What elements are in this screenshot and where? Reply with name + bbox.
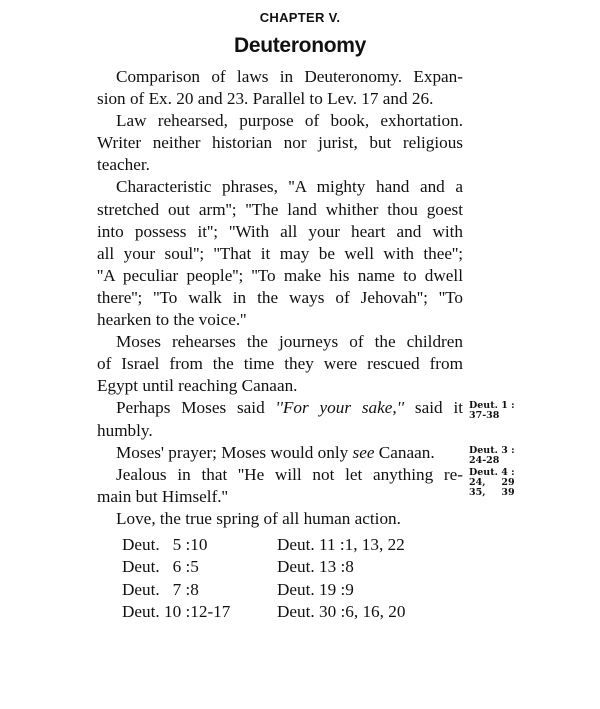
chapter-number: CHAPTER V. bbox=[259, 10, 341, 25]
text-line bbox=[97, 397, 515, 422]
text-run: Canaan. bbox=[374, 442, 435, 462]
reference: Deut. 10 :12-17 bbox=[122, 601, 231, 621]
reference-row bbox=[122, 579, 405, 601]
text-line: into possess it''; ''With all your heart and with bbox=[97, 221, 463, 241]
italic-run: ''For your sake,'' bbox=[275, 398, 405, 418]
text-line: Moses rehearses the journeys of the children bbox=[116, 332, 463, 352]
text-line: Egypt until reaching Canaan. bbox=[97, 376, 298, 396]
note-line: 24-28 bbox=[469, 454, 500, 466]
note-line: Deut. 4 : bbox=[469, 466, 515, 478]
reference: Deut. 13 :8 bbox=[277, 557, 354, 577]
text-line: sion of Ex. 20 and 23. Parallel to Lev. 17 and 26. bbox=[97, 89, 434, 109]
reference: Deut. 19 :9 bbox=[277, 579, 354, 599]
margin-note bbox=[469, 446, 515, 466]
text-run: said it bbox=[404, 398, 463, 418]
italic-run: see bbox=[352, 442, 375, 462]
text-run: Perhaps Moses said bbox=[116, 398, 276, 418]
text-line: humbly. bbox=[97, 420, 153, 440]
reference: Deut. 11 :1, 13, 22 bbox=[277, 535, 405, 554]
note-line: 37-38 bbox=[469, 410, 500, 422]
note-line: 35, 39 bbox=[469, 486, 515, 498]
text-run: Jealous in that ''He will not let anything re- bbox=[116, 464, 463, 484]
text-line: of Israel from the time they were rescued from bbox=[97, 354, 463, 374]
note-line: Deut. 3 : bbox=[469, 444, 515, 456]
body-text bbox=[97, 66, 515, 530]
text-run: Moses' prayer; Moses would only bbox=[116, 442, 353, 462]
reference: Deut. 5 :10 bbox=[122, 535, 208, 554]
text-line: stretched out arm''; ''The land whither thou goest bbox=[97, 199, 463, 219]
reference: Deut. 7 :8 bbox=[122, 579, 199, 599]
text-line: Love, the true spring of all human action. bbox=[116, 508, 401, 528]
text-line: Law rehearsed, purpose of book, exhortation. bbox=[116, 111, 463, 131]
margin-note bbox=[469, 401, 515, 421]
note-line: 24, 29 bbox=[469, 476, 515, 488]
reference-row bbox=[122, 556, 405, 578]
text-line: there''; ''To walk in the ways of Jehovah''; ''To bbox=[97, 287, 463, 307]
text-line: teacher. bbox=[97, 155, 150, 175]
text-line: all your soul''; ''That it may be well with thee''; bbox=[97, 243, 463, 263]
text-line: hearken to the voice.'' bbox=[97, 310, 247, 330]
note-line: Deut. 1 : bbox=[469, 400, 515, 412]
text-line: Comparison of laws in Deuteronomy. Expan- bbox=[116, 67, 463, 86]
reference-row bbox=[122, 601, 405, 623]
chapter-title: Deuteronomy bbox=[233, 34, 367, 57]
reference: Deut. 30 :6, 16, 20 bbox=[277, 601, 406, 621]
text-line: Writer neither historian nor jurist, but religious bbox=[97, 133, 463, 153]
reference: Deut. 6 :5 bbox=[122, 557, 199, 577]
text-line bbox=[97, 442, 515, 466]
margin-note bbox=[469, 468, 515, 498]
text-line: Characteristic phrases, ''A mighty hand and a bbox=[116, 177, 463, 197]
reference-list bbox=[122, 534, 405, 623]
text-line: ''A peculiar people''; ''To make his name to dwell bbox=[97, 265, 463, 285]
text-line: main but Himself.'' bbox=[97, 486, 228, 506]
reference-row bbox=[122, 534, 405, 556]
